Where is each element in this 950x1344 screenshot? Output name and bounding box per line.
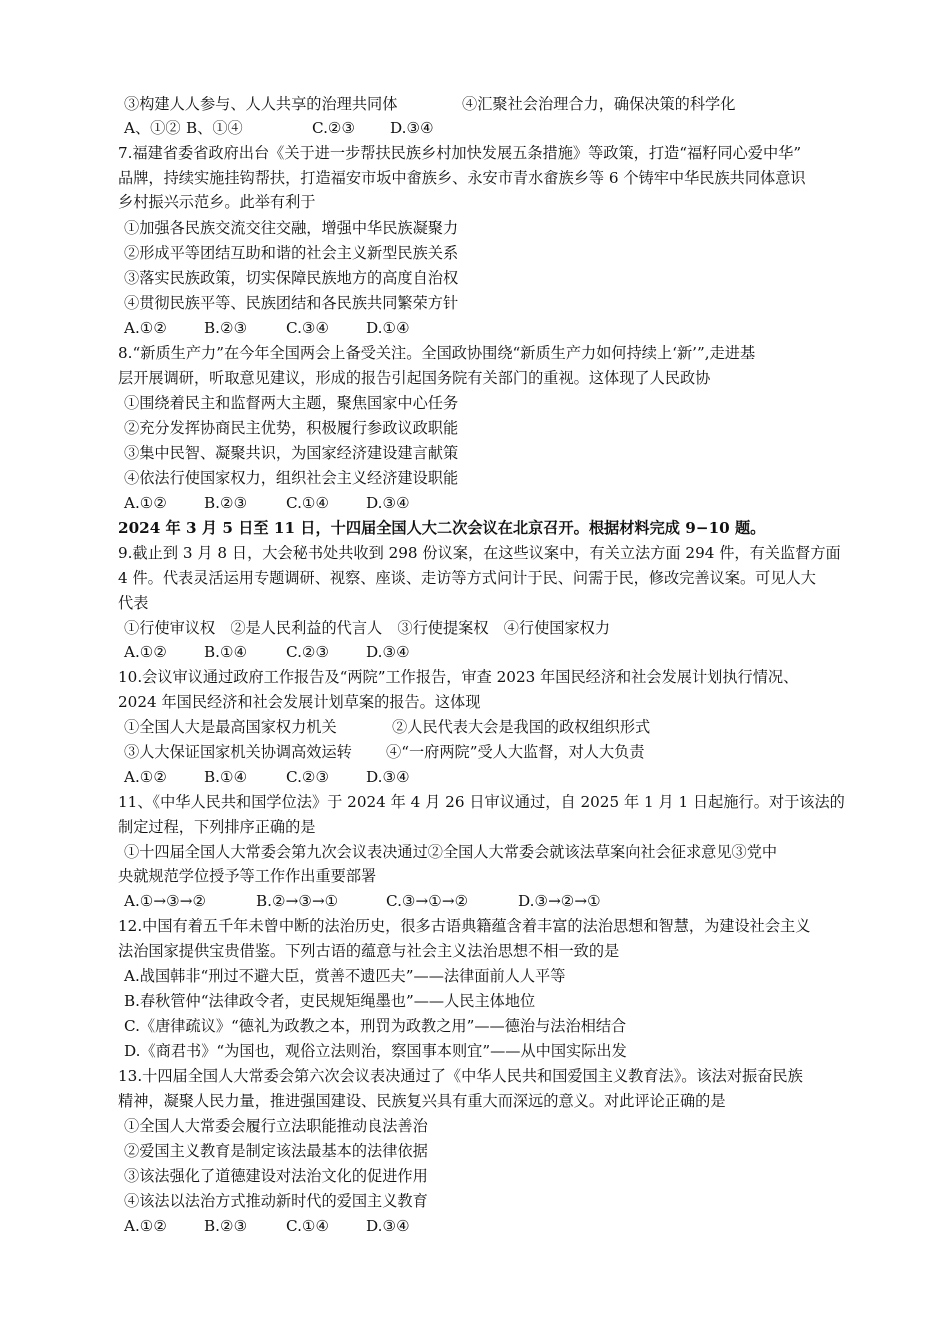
q13-option: ④该法以法治方式推动新时代的爱国主义教育 [124, 1192, 428, 1210]
q7-option: ①加强各民族交流交往交融，增强中华民族凝聚力 [124, 219, 459, 237]
q8-choice-d: D.③④ [366, 494, 410, 512]
q10-choice-c: C.②③ [286, 768, 330, 786]
q13-stem-line: 13.十四届全国人大常委会第六次会议表决通过了《中华人民共和国爱国主义教育法》。该法对振奋民族 [118, 1067, 803, 1085]
q7-option: ②形成平等团结互助和谐的社会主义新型民族关系 [124, 244, 459, 262]
q12-option-a: A.战国韩非“刑过不避大臣，赏善不遗匹夫”——法律面前人人平等 [124, 967, 566, 985]
q7-stem-line: 品牌，持续实施挂钩帮扶，打造福安市坂中畲族乡、永安市青水畲族乡等 6 个铸牢中华民族共同体意识 [118, 169, 806, 187]
q12-option-b: B.春秋管仲“法律政令者，吏民规矩绳墨也”——人民主体地位 [124, 992, 536, 1010]
q10-stem-line: 2024 年国民经济和社会发展计划草案的报告。这体现 [118, 693, 481, 711]
q8-stem-line: 层开展调研，听取意见建议，形成的报告引起国务院有关部门的重视。这体现了人民政协 [118, 369, 711, 387]
q7-option: ④贯彻民族平等、民族团结和各民族共同繁荣方针 [124, 294, 459, 312]
q12-option-d: D.《商君书》“为国也，观俗立法则治，察国事本则宜”——从中国实际出发 [124, 1042, 627, 1060]
q13-option: ①全国人大常委会履行立法职能推动良法善治 [124, 1117, 428, 1135]
q11-choice-a: A.①→③→② [124, 892, 207, 910]
q6-option-4: ④汇聚社会治理合力，确保决策的科学化 [462, 95, 736, 113]
q8-stem-line: 8.“新质生产力”在今年全国两会上备受关注。全国政协围绕“新质生产力如何持续上‘新’”,走进基 [118, 344, 756, 362]
q8-choice-a: A.①② [124, 494, 168, 512]
q10-option-3: ③人大保证国家机关协调高效运转 [124, 743, 352, 761]
q10-option-4: ④“一府两院”受人大监督，对人大负责 [386, 743, 645, 761]
q12-option-c: C.《唐律疏议》“德礼为政教之本，刑罚为政教之用”——德治与法治相结合 [124, 1017, 627, 1035]
q9-choice-a: A.①② [124, 643, 168, 661]
q10-option-2: ②人民代表大会是我国的政权组织形式 [392, 718, 651, 736]
q11-choice-b: B.②→③→① [256, 892, 339, 910]
q10-option-1: ①全国人大是最高国家权力机关 [124, 718, 337, 736]
q13-choice-c: C.①④ [286, 1217, 330, 1235]
material-9-10: 2024 年 3 月 5 日至 11 日，十四届全国人大二次会议在北京召开。根据材料完成 9−10 题。 [118, 519, 766, 537]
q8-choice-b: B.②③ [204, 494, 248, 512]
q11-choice-d: D.③→②→① [518, 892, 601, 910]
q9-choice-d: D.③④ [366, 643, 410, 661]
q8-option: ④依法行使国家权力，组织社会主义经济建设职能 [124, 469, 459, 487]
q13-option: ③该法强化了道德建设对法治文化的促进作用 [124, 1167, 428, 1185]
q7-choice-a: A.①② [124, 319, 168, 337]
q11-stem-line: 11、《中华人民共和国学位法》于 2024 年 4 月 26 日审议通过，自 2025 年 1 月 1 日起施行。对于该法的 [118, 793, 845, 811]
q9-options: ①行使审议权 ②是人民利益的代言人 ③行使提案权 ④行使国家权力 [124, 619, 610, 637]
q10-choice-a: A.①② [124, 768, 168, 786]
q12-stem-line: 12.中国有着五千年未曾中断的法治历史，很多古语典籍蕴含着丰富的法治思想和智慧，为建设社会主义 [118, 917, 811, 935]
q7-choice-c: C.③④ [286, 319, 330, 337]
q8-option: ③集中民智、凝聚共识，为国家经济建设建言献策 [124, 444, 459, 462]
q7-option: ③落实民族政策，切实保障民族地方的高度自治权 [124, 269, 459, 287]
q6-choice-d: D.③④ [390, 119, 434, 137]
q13-choice-a: A.①② [124, 1217, 168, 1235]
q8-choice-c: C.①④ [286, 494, 330, 512]
q13-choice-d: D.③④ [366, 1217, 410, 1235]
q7-choice-b: B.②③ [204, 319, 248, 337]
q10-choice-b: B.①④ [204, 768, 248, 786]
q13-stem-line: 精神，凝聚人民力量，推进强国建设、民族复兴具有重大而深远的意义。对此评论正确的是 [118, 1092, 726, 1110]
q9-choice-b: B.①④ [204, 643, 248, 661]
q10-choice-d: D.③④ [366, 768, 410, 786]
q11-option-line: ①十四届全国人大常委会第九次会议表决通过②全国人大常委会就该法草案向社会征求意见③党中 [124, 843, 778, 861]
q12-stem-line: 法治国家提供宝贵借鉴。下列古语的蕴意与社会主义法治思想不相一致的是 [118, 942, 620, 960]
q9-stem-line: 4 件。代表灵活运用专题调研、视察、座谈、走访等方式问计于民、问需于民，修改完善议案。可见人大 [118, 569, 816, 587]
q6-option-3: ③构建人人参与、人人共享的治理共同体 [124, 95, 398, 113]
q13-choice-b: B.②③ [204, 1217, 248, 1235]
q11-option-line: 央就规范学位授予等工作作出重要部署 [118, 867, 377, 885]
q13-option: ②爱国主义教育是制定该法最基本的法律依据 [124, 1142, 428, 1160]
q6-choice-b: B、①④ [186, 119, 243, 137]
q6-choice-c: C.②③ [312, 119, 356, 137]
q9-stem-line: 代表 [118, 594, 149, 612]
q7-stem-line: 7.福建省委省政府出台《关于进一步帮扶民族乡村加快发展五条措施》等政策，打造“福籽同心爱中华” [118, 144, 802, 162]
q10-stem-line: 10.会议审议通过政府工作报告及“两院”工作报告，审查 2023 年国民经济和社会发展计划执行情况、 [118, 668, 799, 686]
q7-choice-d: D.①④ [366, 319, 410, 337]
q8-option: ②充分发挥协商民主优势，积极履行参政议政职能 [124, 419, 459, 437]
q11-choice-c: C.③→①→② [386, 892, 469, 910]
q7-stem-line: 乡村振兴示范乡。此举有利于 [118, 193, 316, 211]
q9-choice-c: C.②③ [286, 643, 330, 661]
q8-option: ①围绕着民主和监督两大主题，聚焦国家中心任务 [124, 394, 459, 412]
q11-stem-line: 制定过程，下列排序正确的是 [118, 818, 316, 836]
q6-choice-a: A、①② [124, 119, 181, 137]
q9-stem-line: 9.截止到 3 月 8 日，大会秘书处共收到 298 份议案，在这些议案中，有关立法方面 294 件，有关监督方面 [118, 544, 841, 562]
